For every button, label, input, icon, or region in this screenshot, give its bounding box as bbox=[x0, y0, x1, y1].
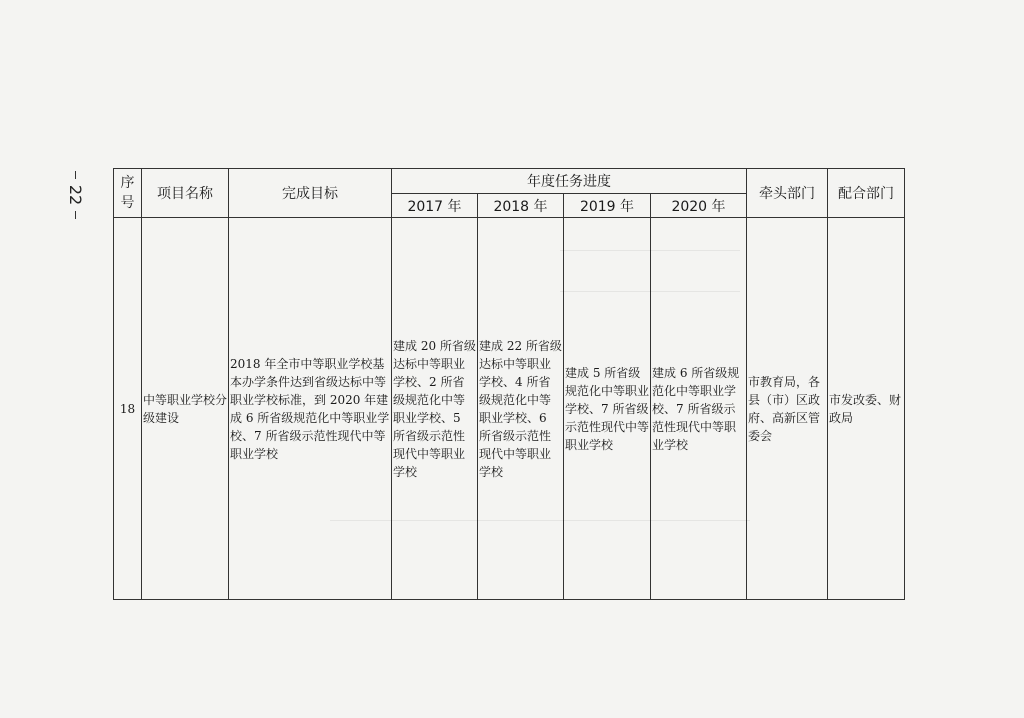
cell-goal: 2018 年全市中等职业学校基本办学条件达到省级达标中等职业学校标准，到 2020 年建成 6 所省级规范化中等职业学校、7 所省级示范性现代中等职业学校 bbox=[229, 218, 392, 600]
header-project-name: 项目名称 bbox=[142, 169, 229, 218]
cell-coop-dept: 市发改委、财政局 bbox=[828, 218, 905, 600]
table-row bbox=[114, 218, 905, 600]
header-annual-progress: 年度任务进度 bbox=[392, 169, 747, 194]
header-goal: 完成目标 bbox=[229, 169, 392, 218]
cell-seq: 18 bbox=[114, 218, 142, 600]
cell-progress-2018: 建成 22 所省级达标中等职业学校、4 所省级规范化中等职业学校、6 所省级示范性现代中等职业学校 bbox=[478, 218, 564, 600]
header-seq-label: 序号 bbox=[120, 175, 135, 211]
header-coop-dept: 配合部门 bbox=[828, 169, 905, 218]
cell-project-name: 中等职业学校分级建设 bbox=[142, 218, 229, 600]
cell-progress-2017: 建成 20 所省级达标中等职业学校、2 所省级规范化中等职业学校、5 所省级示范性现代中等职业学校 bbox=[392, 218, 478, 600]
header-year-2018: 2018 年 bbox=[478, 194, 564, 218]
header-lead-dept: 牵头部门 bbox=[747, 169, 828, 218]
page-number: 22 bbox=[31, 165, 121, 225]
header-year-2019: 2019 年 bbox=[564, 194, 651, 218]
header-year-2020: 2020 年 bbox=[651, 194, 747, 218]
cell-lead-dept: 市教育局，各县（市）区政府、高新区管委会 bbox=[747, 218, 828, 600]
cell-progress-2020: 建成 6 所省级规范化中等职业学校、7 所省级示范性现代中等职业学校 bbox=[651, 218, 747, 600]
cell-progress-2019: 建成 5 所省级规范化中等职业学校、7 所省级示范性现代中等职业学校 bbox=[564, 218, 651, 600]
header-row bbox=[114, 169, 905, 194]
header-seq bbox=[114, 169, 142, 218]
task-table bbox=[113, 168, 905, 600]
header-year-2017: 2017 年 bbox=[392, 194, 478, 218]
